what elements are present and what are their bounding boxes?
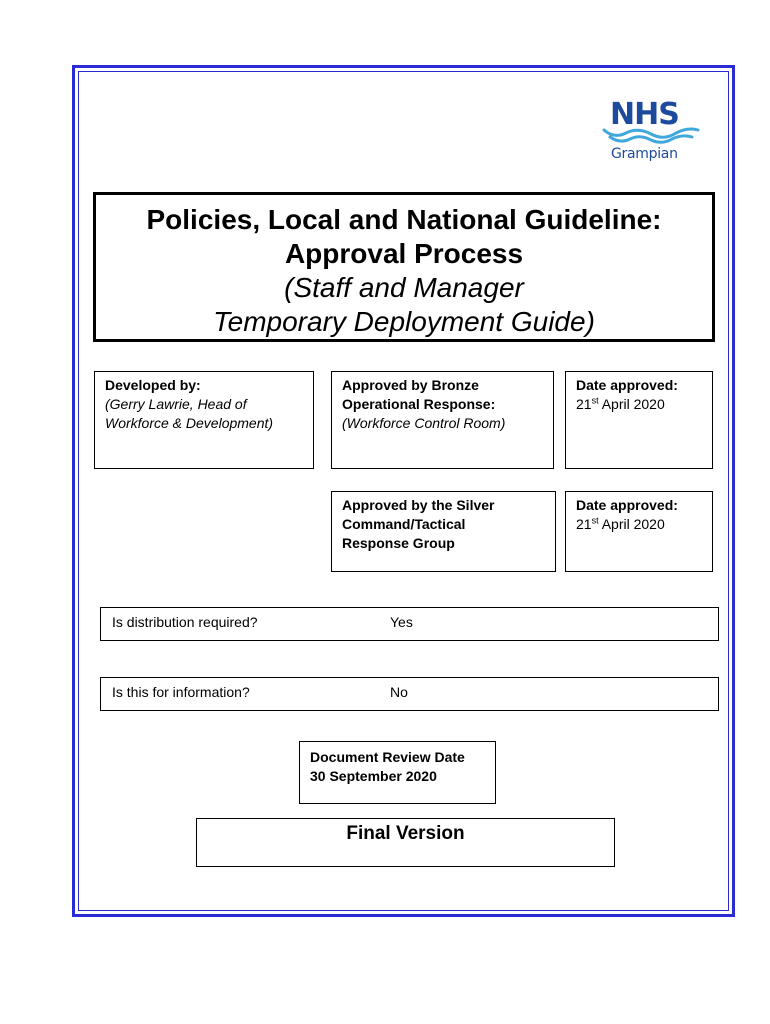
- nhs-grampian-logo: [600, 98, 700, 170]
- subtitle-line-2: Temporary Deployment Guide): [213, 306, 595, 337]
- information-row: [100, 677, 719, 711]
- developed-by-label: Developed by:: [105, 377, 201, 393]
- subtitle-line-1: (Staff and Manager: [284, 272, 524, 303]
- silver-label-2: Command/Tactical: [342, 516, 466, 532]
- distribution-question: Is distribution required?: [112, 614, 258, 630]
- bronze-approval-box: [331, 371, 554, 469]
- bronze-label-2: Operational Response:: [342, 396, 496, 412]
- logo-grampian-text: Grampian: [611, 146, 678, 162]
- developed-by-box: [94, 371, 314, 469]
- title-box: [93, 192, 715, 342]
- review-date-label: Document Review Date: [310, 749, 465, 765]
- date-approved-label-2: Date approved:: [576, 497, 678, 513]
- distribution-row: [100, 607, 719, 641]
- date-approved-box-1: [565, 371, 713, 469]
- review-date-value: 30 September 2020: [310, 768, 437, 784]
- date-approved-value-2: 21st April 2020: [576, 515, 665, 532]
- bronze-detail: (Workforce Control Room): [342, 415, 506, 431]
- date-approved-label-1: Date approved:: [576, 377, 678, 393]
- version-label: Final Version: [346, 823, 465, 844]
- distribution-answer: Yes: [390, 614, 413, 630]
- information-answer: No: [390, 684, 408, 700]
- review-date-box: [299, 741, 496, 804]
- developed-by-line-1: (Gerry Lawrie, Head of: [105, 396, 247, 412]
- silver-label-3: Response Group: [342, 535, 455, 551]
- bronze-label-1: Approved by Bronze: [342, 377, 479, 393]
- logo-waves-icon: [602, 127, 700, 145]
- version-box: [196, 818, 615, 867]
- date-approved-box-2: [565, 491, 713, 572]
- silver-approval-box: [331, 491, 556, 572]
- title-line-2: Approval Process: [284, 238, 524, 269]
- information-question: Is this for information?: [112, 684, 250, 700]
- title-line-1: Policies, Local and National Guideline:: [146, 204, 662, 235]
- logo-nhs-text: NHS: [610, 97, 679, 132]
- date-approved-value-1: 21st April 2020: [576, 395, 665, 412]
- developed-by-line-2: Workforce & Development): [105, 415, 274, 431]
- silver-label-1: Approved by the Silver: [342, 497, 495, 513]
